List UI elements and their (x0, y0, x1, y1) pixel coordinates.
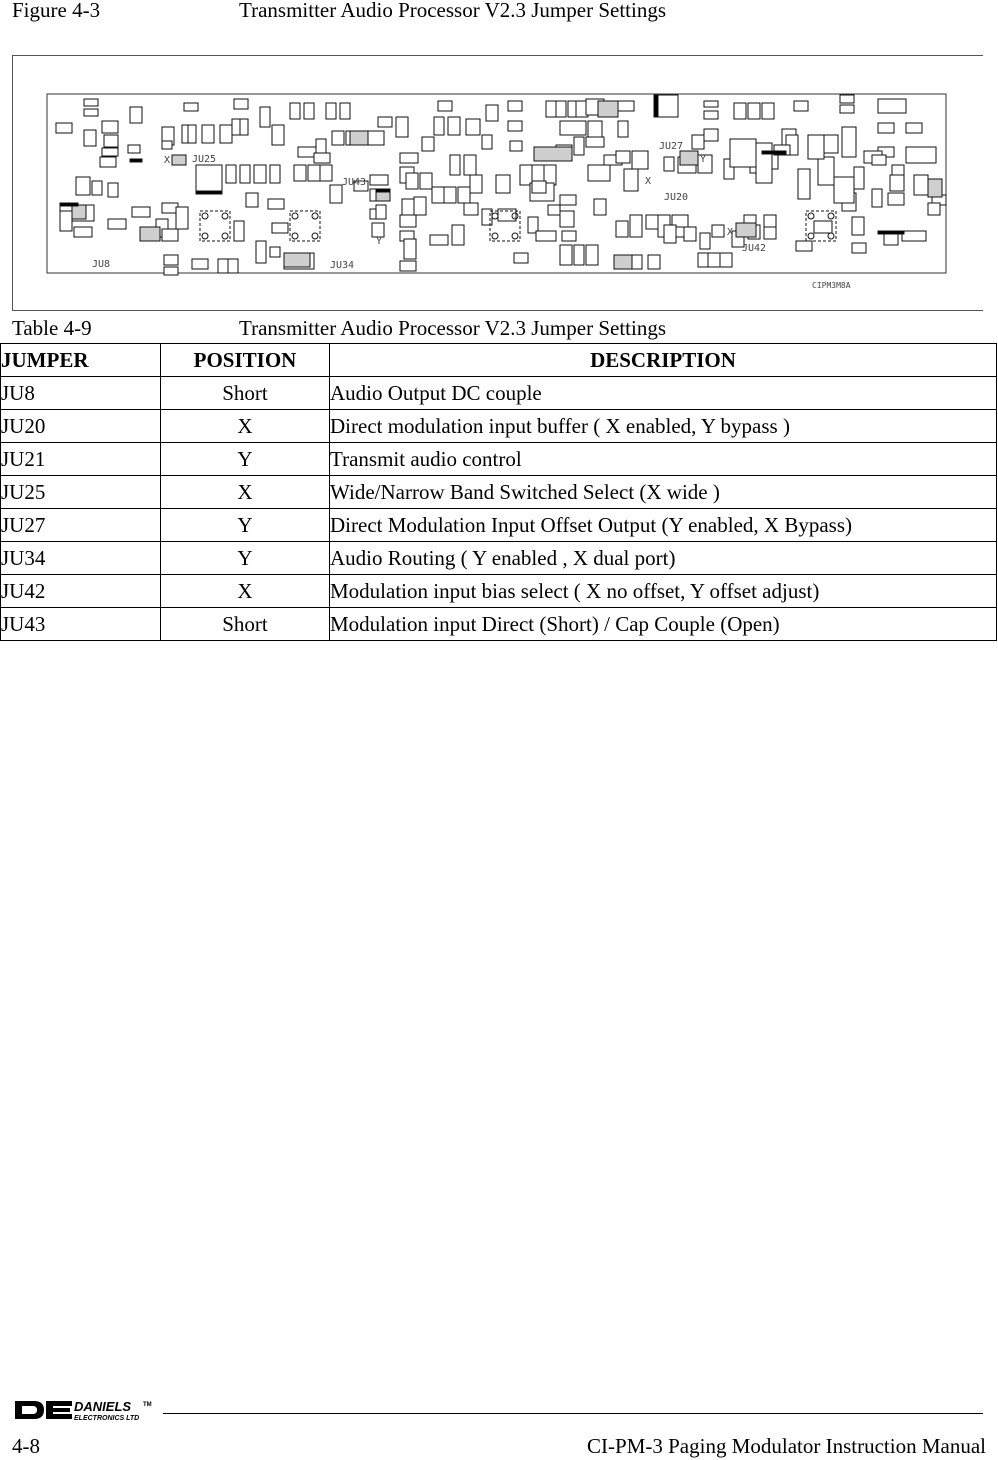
pcb-component (184, 103, 198, 111)
pcb-component (84, 99, 98, 106)
pcb-component (906, 123, 922, 133)
label-ju42: JU42 (742, 243, 767, 254)
socket-pin (808, 233, 814, 239)
pcb-component-shaded (350, 131, 368, 145)
pcb-component (256, 241, 266, 263)
pcb-component-shaded (140, 227, 160, 241)
pcb-component (164, 267, 178, 275)
pcb-component (562, 231, 576, 241)
pcb-component (520, 165, 532, 185)
pcb-component (420, 173, 432, 189)
table-caption (12, 316, 666, 340)
pcb-component (314, 153, 330, 163)
pcb-component (100, 157, 116, 167)
pcb-component (228, 259, 238, 273)
pcb-component (704, 111, 718, 119)
pcb-component (560, 121, 586, 135)
table-row (1, 377, 997, 410)
pcb-component (400, 261, 416, 271)
pcb-component (320, 165, 332, 181)
pcb-component (796, 241, 812, 251)
pcb-component (834, 177, 854, 203)
pcb-component (240, 165, 250, 183)
position-cell: Y (161, 509, 330, 542)
pcb-component (102, 148, 118, 156)
pcb-component (396, 117, 408, 137)
pcb-component (400, 215, 416, 227)
pcb-component (586, 245, 598, 265)
pcb-component (108, 183, 118, 197)
board-components (56, 95, 946, 275)
pcb-component (326, 103, 336, 119)
pcb-component (906, 147, 936, 163)
header-position: POSITION (161, 344, 330, 377)
figure-caption (12, 0, 666, 22)
description-cell: Transmit audio control (330, 443, 997, 476)
description-cell: Modulation input Direct (Short) / Cap Couple (Open) (330, 608, 997, 641)
pcb-component (368, 131, 384, 145)
pcb-component (192, 259, 208, 269)
pcb-component (560, 211, 574, 227)
socket-pin (512, 233, 518, 239)
figure-title: Transmitter Audio Processor V2.3 Jumper Settings (239, 0, 667, 22)
pcb-component (430, 235, 448, 245)
logo-d-mark (15, 1401, 44, 1419)
table-header-row (1, 344, 997, 377)
pcb-component (624, 169, 638, 191)
pcb-component (536, 231, 556, 241)
pcb-component (560, 245, 572, 265)
pcb-component (406, 173, 418, 189)
pcb-component (618, 121, 628, 137)
socket-pin (492, 213, 498, 219)
pcb-component (762, 103, 774, 119)
position-cell: X (161, 410, 330, 443)
pcb-component (618, 101, 634, 111)
pcb-component (298, 147, 316, 157)
pcb-component (376, 205, 386, 219)
label-ju25-x: X (164, 155, 171, 166)
pcb-component (734, 103, 746, 119)
pcb-component (232, 119, 240, 135)
pcb-component (798, 169, 810, 199)
jumper-cell: JU25 (1, 476, 161, 509)
pcb-component (574, 137, 584, 155)
pcb-component (684, 227, 696, 241)
pcb-component (308, 165, 320, 181)
pcb-component (56, 123, 72, 133)
polarity-mark (376, 189, 390, 192)
pcb-component (632, 151, 648, 169)
pcb-component (246, 193, 258, 207)
pcb-component (794, 101, 808, 111)
socket-pin (292, 213, 298, 219)
pcb-component (510, 141, 522, 151)
pcb-component (444, 187, 456, 203)
pcb-component (130, 107, 142, 123)
pcb-component (574, 245, 584, 265)
pcb-component (588, 165, 610, 181)
table-row (1, 509, 997, 542)
pcb-component (422, 137, 434, 151)
socket-pin (808, 213, 814, 219)
socket-pin (222, 213, 228, 219)
pcb-component (162, 141, 172, 149)
jumper-cell: JU20 (1, 410, 161, 443)
pcb-component (330, 185, 342, 203)
pcb-component (128, 145, 140, 153)
pcb-component (294, 165, 306, 181)
pcb-component (84, 130, 96, 146)
pcb-component (698, 253, 708, 267)
polarity-mark (878, 231, 904, 234)
socket-pin (492, 233, 498, 239)
table-row (1, 575, 997, 608)
pcb-component (132, 207, 150, 217)
pcb-component (260, 107, 270, 127)
pcb-component (556, 101, 566, 117)
label-ju34: JU34 (330, 260, 355, 271)
table-label: Table 4-9 (12, 316, 92, 340)
pcb-component (438, 101, 452, 111)
pcb-component (818, 157, 834, 185)
description-cell: Modulation input bias select ( X no offset, Y offset adjust) (330, 575, 997, 608)
polarity-mark (654, 95, 658, 117)
table-title: Transmitter Audio Processor V2.3 Jumper Settings (239, 316, 667, 340)
pcb-component (854, 167, 864, 189)
label-ju20: JU20 (664, 192, 689, 203)
manual-title: CI-PM-3 Paging Modulator Instruction Manual (587, 1434, 986, 1458)
jumper-cell: JU42 (1, 575, 161, 608)
description-cell: Direct Modulation Input Offset Output (Y enabled, X Bypass) (330, 509, 997, 542)
description-cell: Direct modulation input buffer ( X enabled, Y bypass ) (330, 410, 997, 443)
pcb-component (452, 225, 464, 245)
drawing-id: CIPM3M8A (812, 281, 851, 290)
pcb-component-shaded (680, 151, 698, 165)
label-ju25: JU25 (192, 154, 217, 165)
pcb-component (434, 117, 444, 135)
pcb-component (872, 189, 882, 207)
pcb-component (372, 223, 384, 237)
position-cell: X (161, 575, 330, 608)
pcb-component (586, 137, 604, 147)
socket-pin (202, 213, 208, 219)
pcb-component (648, 255, 660, 269)
pcb-component (76, 177, 90, 195)
socket-pin (292, 233, 298, 239)
pcb-component (162, 229, 178, 241)
pcb-component (470, 175, 482, 193)
table-row (1, 476, 997, 509)
polarity-mark (762, 151, 786, 154)
position-cell: Y (161, 542, 330, 575)
pcb-component (234, 221, 244, 241)
jumper-cell: JU21 (1, 443, 161, 476)
pcb-component (878, 123, 894, 133)
pcb-component (332, 131, 344, 145)
pcb-component (458, 187, 470, 203)
pcb-component (404, 239, 416, 259)
pcb-component-shaded (598, 101, 618, 117)
table-row (1, 608, 997, 641)
pcb-component-shaded (172, 155, 186, 165)
pcb-component (700, 233, 710, 249)
label-ju43: JU43 (342, 177, 367, 188)
pcb-component (632, 255, 642, 269)
description-cell: Audio Output DC couple (330, 377, 997, 410)
label-ju20-x: X (645, 176, 652, 187)
label-ju27-y: Y (700, 154, 707, 165)
label-ju34-y: Y (376, 236, 383, 247)
pcb-component (486, 105, 498, 121)
pcb-component (708, 253, 720, 267)
pcb-component-shaded (928, 179, 942, 197)
header-description: DESCRIPTION (330, 344, 997, 377)
table-row (1, 443, 997, 476)
pcb-component (108, 219, 126, 229)
pcb-component-shaded (736, 223, 756, 237)
figure-label: Figure 4-3 (12, 0, 101, 22)
pcb-component (914, 175, 928, 195)
pcb-component (692, 135, 704, 149)
jumper-cell: JU43 (1, 608, 161, 641)
pcb-component (712, 225, 724, 237)
pcb-component (748, 103, 760, 119)
pcb-component (496, 175, 510, 193)
pcb-component (164, 255, 178, 265)
logo-e-mark (46, 1401, 72, 1419)
pcb-component (756, 143, 772, 183)
pcb-component-shaded (284, 253, 310, 267)
pcb-component-shaded (614, 255, 632, 269)
position-cell: Short (161, 377, 330, 410)
pcb-component (842, 127, 856, 157)
pcb-component (546, 101, 556, 117)
pcb-component (482, 135, 492, 149)
pcb-component (102, 121, 118, 133)
description-cell: Wide/Narrow Band Switched Select (X wide ) (330, 476, 997, 509)
pcb-component (84, 109, 98, 116)
label-ju8: JU8 (92, 259, 111, 270)
pcb-component (616, 221, 628, 237)
pcb-component (464, 155, 476, 175)
socket-pin (312, 233, 318, 239)
pcb-component (196, 165, 222, 193)
socket-pin (828, 233, 834, 239)
pcb-component (514, 253, 528, 263)
socket-pin (222, 233, 228, 239)
pcb-component (560, 195, 576, 205)
polarity-mark (60, 203, 78, 206)
pcb-component (878, 99, 906, 113)
position-cell: Y (161, 443, 330, 476)
pcb-component (270, 165, 280, 183)
pcb-component (60, 211, 72, 231)
pcb-component (664, 225, 676, 243)
pcb-component (92, 181, 102, 195)
pcb-component (616, 151, 630, 163)
pcb-component (104, 135, 118, 147)
pcb-component (448, 117, 460, 135)
pcb-component (840, 105, 854, 113)
pcb-component (466, 119, 480, 135)
footer-rule (163, 1413, 983, 1414)
pcb-component (304, 103, 314, 119)
pcb-component (704, 101, 718, 107)
pcb-component (268, 199, 284, 209)
pcb-component (340, 103, 350, 119)
pcb-component-shaded (72, 205, 86, 219)
pcb-component (808, 135, 824, 159)
table-row (1, 542, 997, 575)
pcb-component (730, 139, 756, 167)
pcb-component (202, 125, 214, 143)
pcb-component-shaded (534, 147, 572, 161)
pcb-component (272, 223, 288, 233)
label-ju27: JU27 (659, 141, 684, 152)
header-jumper: JUMPER (1, 344, 161, 377)
pcb-component (594, 199, 606, 215)
pcb-component (928, 203, 940, 215)
polarity-mark (130, 159, 142, 162)
pcb-component (240, 119, 248, 135)
pcb-component (218, 259, 228, 273)
position-cell: X (161, 476, 330, 509)
pcb-component (400, 153, 418, 163)
label-ju42-x: X (727, 227, 734, 238)
pcb-component (414, 197, 426, 215)
pcb-component (720, 253, 732, 267)
daniels-logo (14, 1398, 164, 1422)
pcb-component (704, 129, 718, 141)
pcb-component (508, 101, 522, 111)
pcb-component (588, 121, 602, 137)
pcb-component (548, 205, 560, 215)
pcb-component (630, 215, 642, 237)
pcb-component (270, 247, 280, 257)
pcb-component (852, 243, 866, 253)
logo-name: DANIELS (74, 1399, 132, 1414)
ic-socket-outline (200, 211, 230, 241)
pcb-component (290, 103, 300, 119)
jumper-cell: JU34 (1, 542, 161, 575)
pcb-component (220, 125, 232, 143)
polarity-mark (196, 191, 222, 194)
table-row (1, 410, 997, 443)
socket-pin (828, 213, 834, 219)
logo-trademark: TM (143, 1402, 152, 1408)
position-cell: Short (161, 608, 330, 641)
pcb-component (532, 181, 546, 193)
pcb-component (464, 203, 478, 215)
pcb-component (840, 95, 854, 103)
pcb-component (872, 155, 886, 165)
pcb-component (74, 227, 92, 237)
pcb-component (852, 217, 864, 235)
logo-subtitle: ELECTRONICS LTD (74, 1415, 140, 1422)
pcb-component (378, 117, 392, 127)
pcb-component (814, 221, 832, 233)
pcb-component (188, 125, 196, 143)
pcb-component (176, 207, 188, 229)
pcb-component (226, 165, 236, 183)
pcb-component (902, 231, 926, 241)
pcb-component (450, 155, 460, 175)
description-cell: Audio Routing ( Y enabled , X dual port) (330, 542, 997, 575)
pcb-component (254, 165, 266, 183)
pcb-component (370, 175, 388, 185)
ic-socket-outline (290, 211, 320, 241)
page-number: 4-8 (12, 1434, 40, 1458)
jumper-cell: JU8 (1, 377, 161, 410)
pcb-layout-diagram (12, 55, 983, 311)
pcb-component (888, 193, 904, 205)
socket-pin (202, 233, 208, 239)
pcb-component (764, 215, 776, 227)
pcb-component (234, 99, 248, 109)
pcb-component (272, 125, 284, 145)
pcb-component (508, 121, 522, 131)
pcb-component (890, 175, 904, 191)
pcb-component (664, 157, 674, 171)
jumper-cell: JU27 (1, 509, 161, 542)
jumper-settings-table (0, 343, 997, 641)
socket-pin (312, 213, 318, 219)
